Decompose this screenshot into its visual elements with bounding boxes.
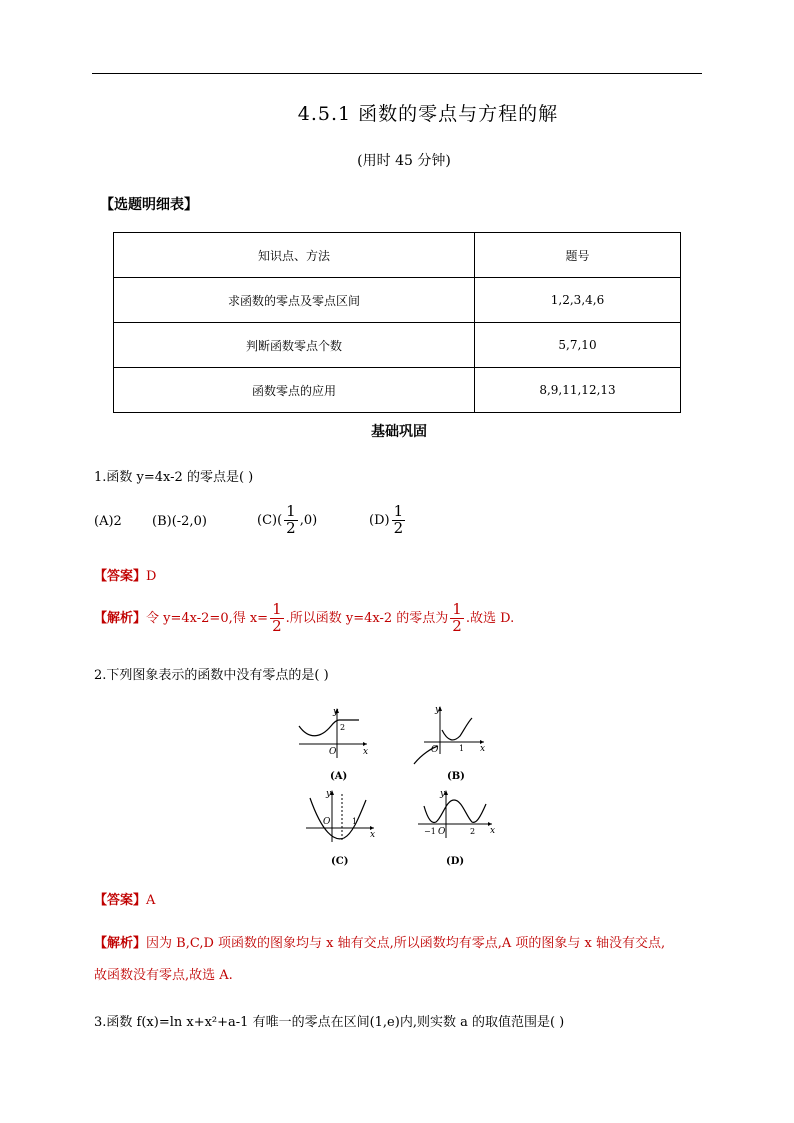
axis-label-x: x [370, 830, 376, 840]
axis-label-y: y [440, 789, 446, 799]
fraction: $\frac{1}{2}$ [452, 600, 462, 635]
time-limit: (用时 45 分钟) [357, 153, 451, 169]
table-cell: 1,2,3,4,6 [475, 278, 681, 323]
graph-caption: (C) [331, 856, 349, 867]
table-header-row [114, 233, 681, 278]
origin-label: O [323, 817, 331, 827]
section-heading: 基础巩固 [371, 424, 427, 440]
origin-label: O [438, 827, 446, 837]
page-title: 4.5.1 函数的零点与方程的解 [297, 103, 559, 125]
tick-label: 2 [340, 723, 346, 732]
table-header: 题号 [475, 233, 681, 278]
table-header: 知识点、方法 [114, 233, 475, 278]
question-2-analysis: 【解析】因为 B,C,D 项函数的图象均与 x 轴有交点,所以函数均有零点,A 项的图象与 x 轴没有交点, [94, 936, 666, 951]
question-1-analysis: 【解析】令 y=4x-2=0,得 x= $\frac{1}{2}$ .所以函数 y=4x-2 的零点为 $\frac{1}{2}$ .故选 D. [94, 600, 515, 635]
table-cell: 5,7,10 [475, 323, 681, 368]
axis-label-y: y [326, 789, 332, 799]
graph-caption: (B) [447, 771, 465, 782]
table-cell: 函数零点的应用 [114, 368, 475, 413]
question-3-stem: 3.函数 f(x)=ln x+x²+a-1 有唯一的零点在区间(1,e)内,则实数 a 的取值范围是( ) [94, 1015, 565, 1030]
option-d: (D) $\frac{1}{2}$ [369, 502, 404, 537]
question-2-analysis-cont: 故函数没有零点,故选 A. [94, 968, 233, 983]
fraction: $\frac{1}{2}$ [286, 502, 296, 537]
graph-caption: (A) [330, 771, 348, 782]
topic-table [113, 232, 681, 413]
question-1-options [94, 502, 494, 548]
axis-label-x: x [480, 744, 486, 754]
graph-d [414, 786, 498, 868]
axis-label-y: y [435, 705, 441, 715]
tick-label: 2 [470, 827, 476, 836]
axis-label-x: x [363, 747, 369, 757]
table-cell: 求函数的零点及零点区间 [114, 278, 475, 323]
option-c: (C)( $\frac{1}{2}$ ,0) [257, 502, 318, 537]
origin-label: O [329, 747, 337, 757]
table-row [114, 323, 681, 368]
table-row [114, 278, 681, 323]
option-a: (A)2 [94, 514, 122, 529]
tick-label: −1 [424, 827, 436, 836]
question-1-stem: 1.函数 y=4x-2 的零点是( ) [94, 470, 254, 485]
option-b: (B)(-2,0) [152, 514, 207, 529]
table-cell: 8,9,11,12,13 [475, 368, 681, 413]
tick-label: 1 [352, 817, 358, 826]
section-label: 【选题明细表】 [100, 197, 198, 213]
graph-a [293, 702, 373, 782]
graph-c [300, 786, 380, 868]
axis-label-y: y [333, 707, 339, 717]
axis-label-x: x [490, 826, 496, 836]
graph-b [410, 702, 490, 782]
fraction: $\frac{1}{2}$ [272, 600, 282, 635]
question-1-answer: 【答案】D [94, 569, 157, 584]
table-cell: 判断函数零点个数 [114, 323, 475, 368]
tick-label: 1 [459, 744, 465, 753]
question-2-answer: 【答案】A [94, 893, 156, 908]
graph-caption: (D) [446, 856, 465, 867]
origin-label: O [431, 745, 439, 755]
question-2-stem: 2.下列图象表示的函数中没有零点的是( ) [94, 668, 329, 683]
table-row [114, 368, 681, 413]
fraction: $\frac{1}{2}$ [393, 502, 404, 537]
header-rule [92, 73, 702, 74]
